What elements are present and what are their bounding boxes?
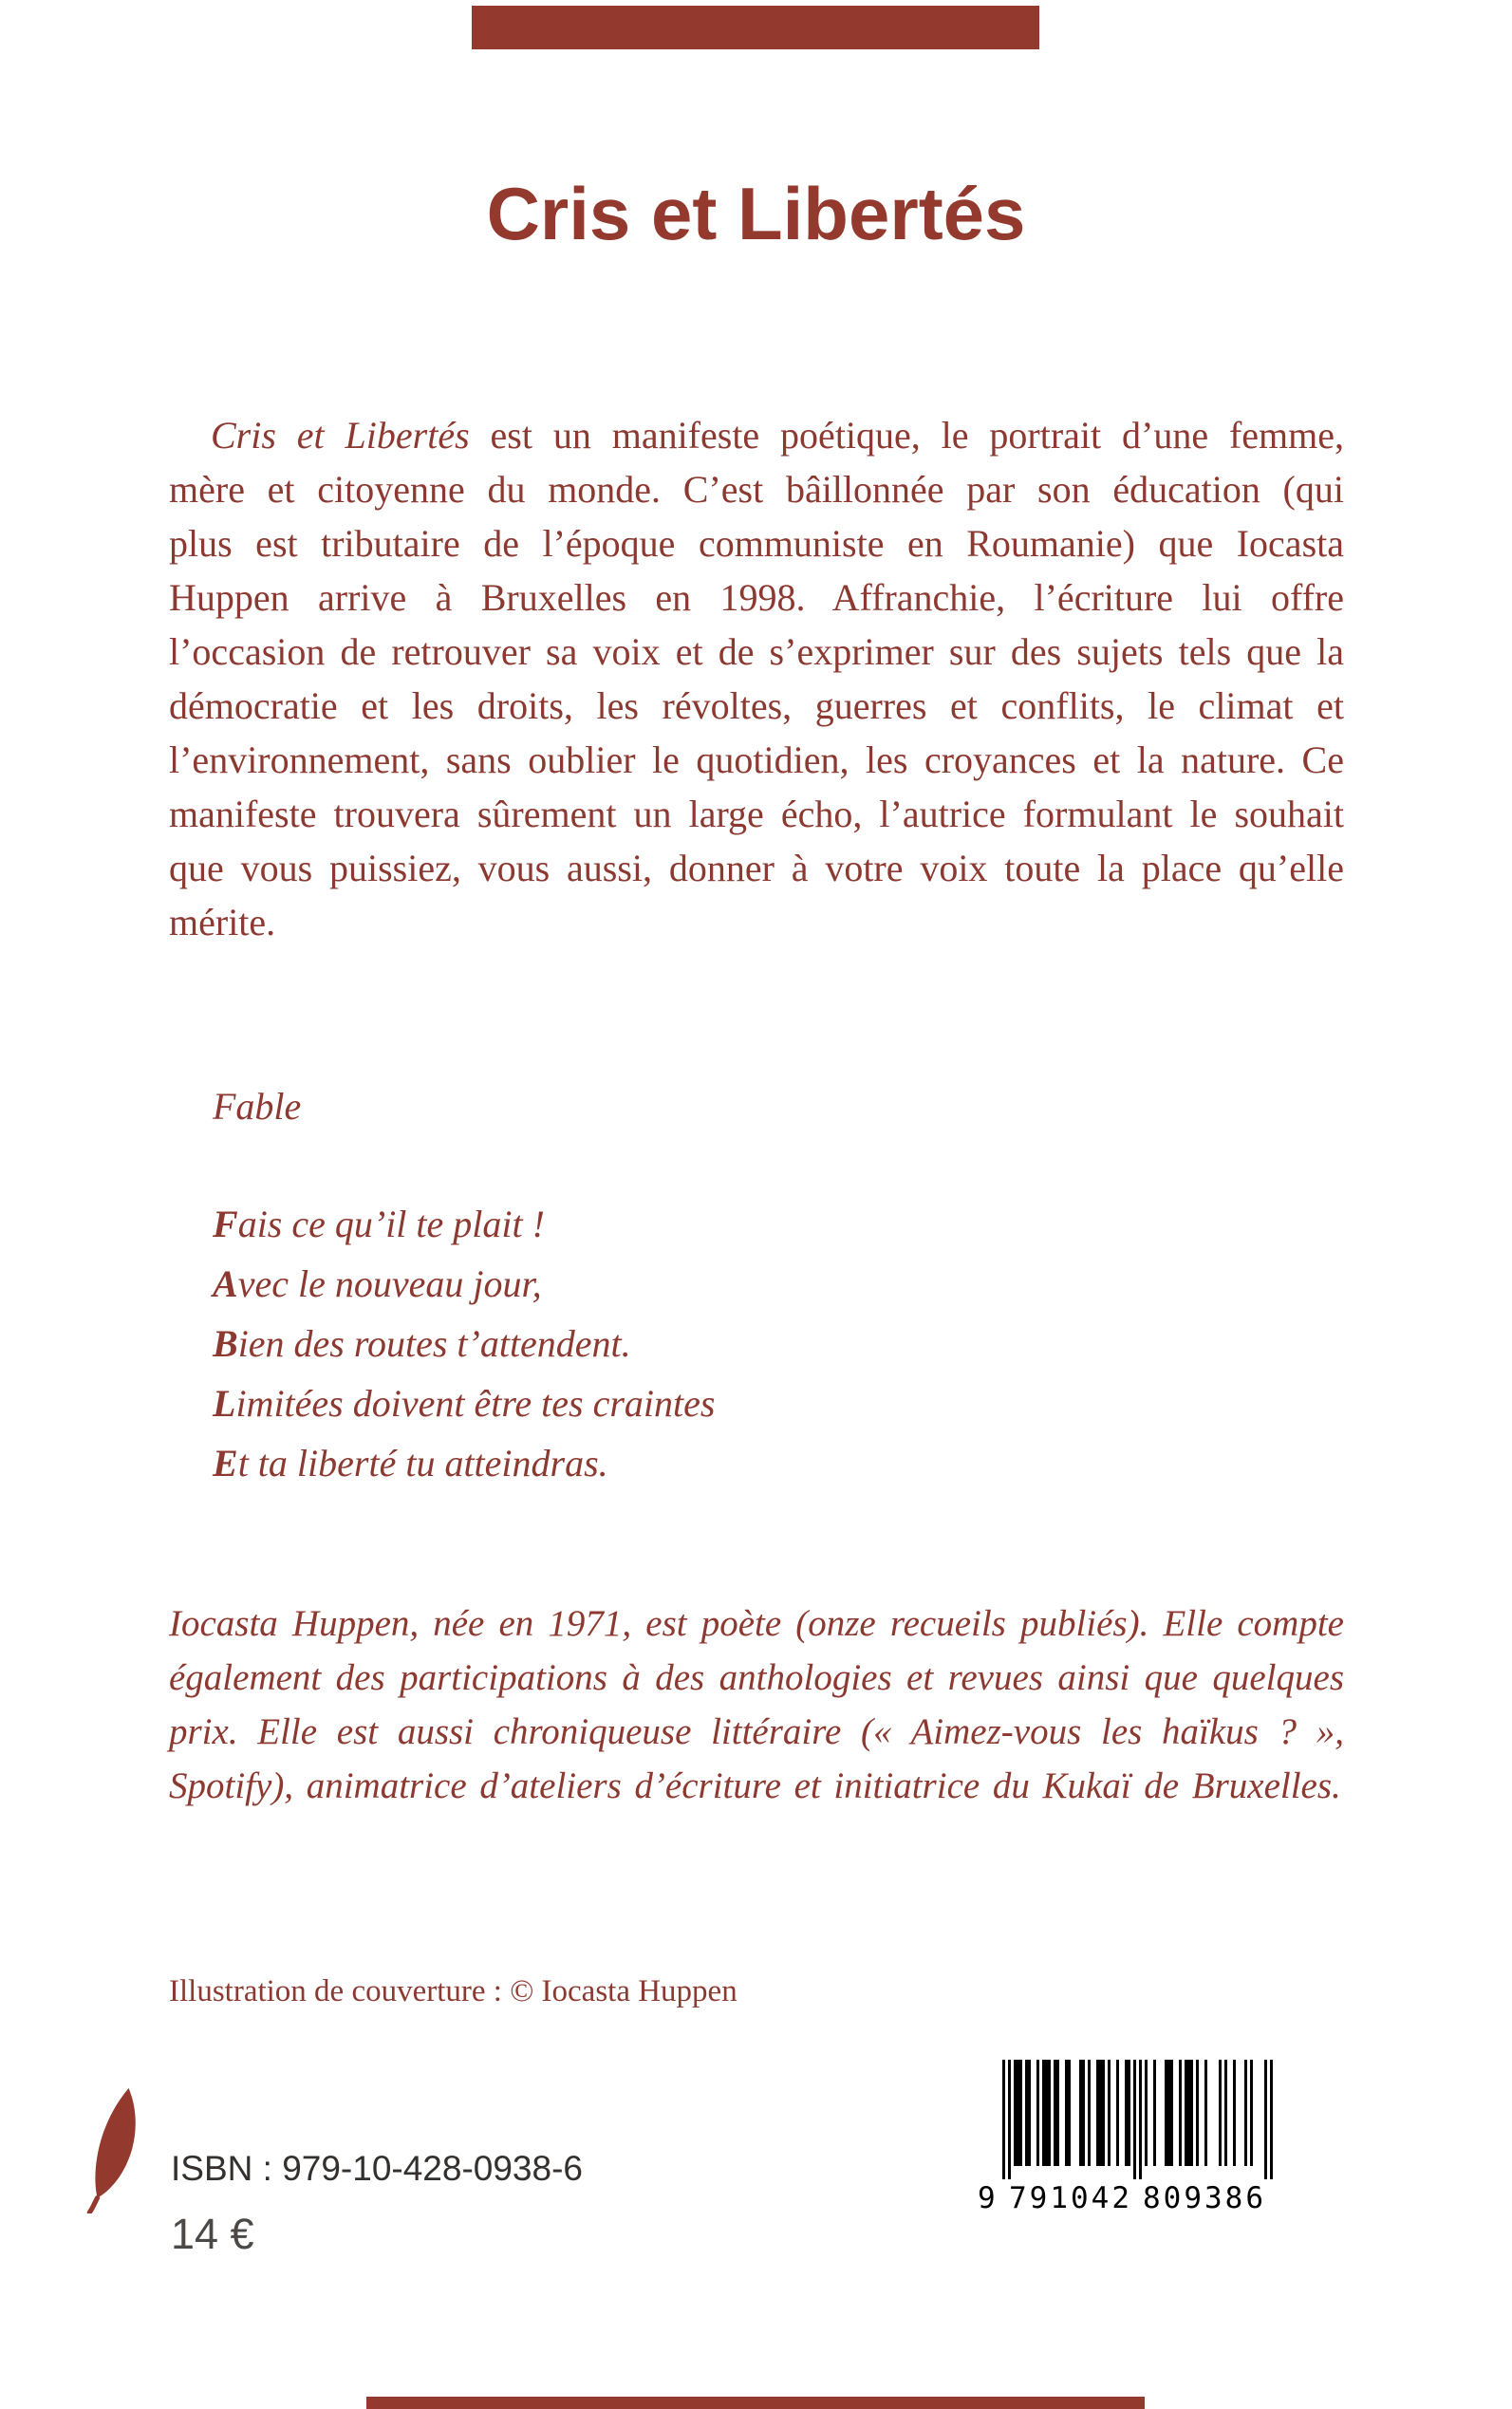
price-text: 14 € xyxy=(171,2210,254,2258)
poem-line-text: ien des routes t’attendent. xyxy=(237,1322,631,1365)
poem-line-text: ais ce qu’il te plait ! xyxy=(237,1203,545,1245)
poem xyxy=(213,1194,715,1493)
barcode-number-group2: 809386 xyxy=(1143,2181,1266,2215)
book-title: Cris et Libertés xyxy=(486,172,1026,255)
poem-line xyxy=(213,1433,715,1493)
barcode-number-first: 9 xyxy=(978,2181,999,2215)
poem-line xyxy=(213,1314,715,1373)
poem-line-text: vec le nouveau jour, xyxy=(237,1262,542,1305)
author-bio: Iocasta Huppen, née en 1971, est poète (onze recueils publiés). Elle compte également des participations à des anthologies et revues ainsi que quelques prix. Elle est aussi chroniqueuse littéraire (« Aimez-vous les haïkus ? », Spotify), animatrice d’ateliers d’écriture et initiatrice du Kukaï de Bruxelles. xyxy=(169,1603,1344,1806)
top-accent-bar xyxy=(472,6,1039,49)
publisher-feather-icon xyxy=(76,2086,148,2213)
synopsis-paragraph xyxy=(169,408,1344,949)
poem-line-initial: E xyxy=(213,1442,238,1485)
poem-line-text: t ta liberté tu atteindras. xyxy=(237,1442,608,1485)
poem-line-initial: B xyxy=(213,1322,238,1365)
cover-illustration-credit: Illustration de couverture : © Iocasta Huppen xyxy=(169,1974,737,2008)
isbn-text: ISBN : 979-10-428-0938-6 xyxy=(171,2149,583,2188)
synopsis-body-text: est un manifeste poétique, le portrait d’une femme, mère et citoyenne du monde. C’est bâillonnée par son éducation (qui plus est tributaire de l’époque communiste en Roumanie) que Iocasta Huppen arrive à Bruxelles en 1998. Affranchie, l’écriture lui offre l’occasion de retrouver sa voix et de s’exprimer sur des sujets tels que la démocratie et les droits, les révoltes, guerres et conflits, le climat et l’environnement, sans oublier le quotidien, les croyances et la nature. Ce manifeste trouvera sûrement un large écho, l’autrice formulant le souhait que vous puissiez, vous aussi, donner à votre voix toute la place qu’elle mérite. xyxy=(169,414,1345,943)
poem-line-initial: A xyxy=(213,1262,238,1305)
poem-line-initial: F xyxy=(213,1203,238,1245)
bottom-accent-bar xyxy=(366,2397,1145,2409)
poem-line-initial: L xyxy=(213,1382,236,1425)
barcode-number-group1: 791042 xyxy=(1009,2181,1132,2215)
barcode-bars xyxy=(1002,2060,1273,2184)
synopsis-lead-italic: Cris et Libertés xyxy=(211,414,470,457)
poem-line xyxy=(213,1373,715,1433)
poem-line-text: imitées doivent être tes craintes xyxy=(235,1382,716,1425)
barcode xyxy=(978,2060,1277,2215)
poem-line xyxy=(213,1254,715,1314)
poem-line xyxy=(213,1194,715,1254)
poem-heading: Fable xyxy=(213,1085,302,1128)
